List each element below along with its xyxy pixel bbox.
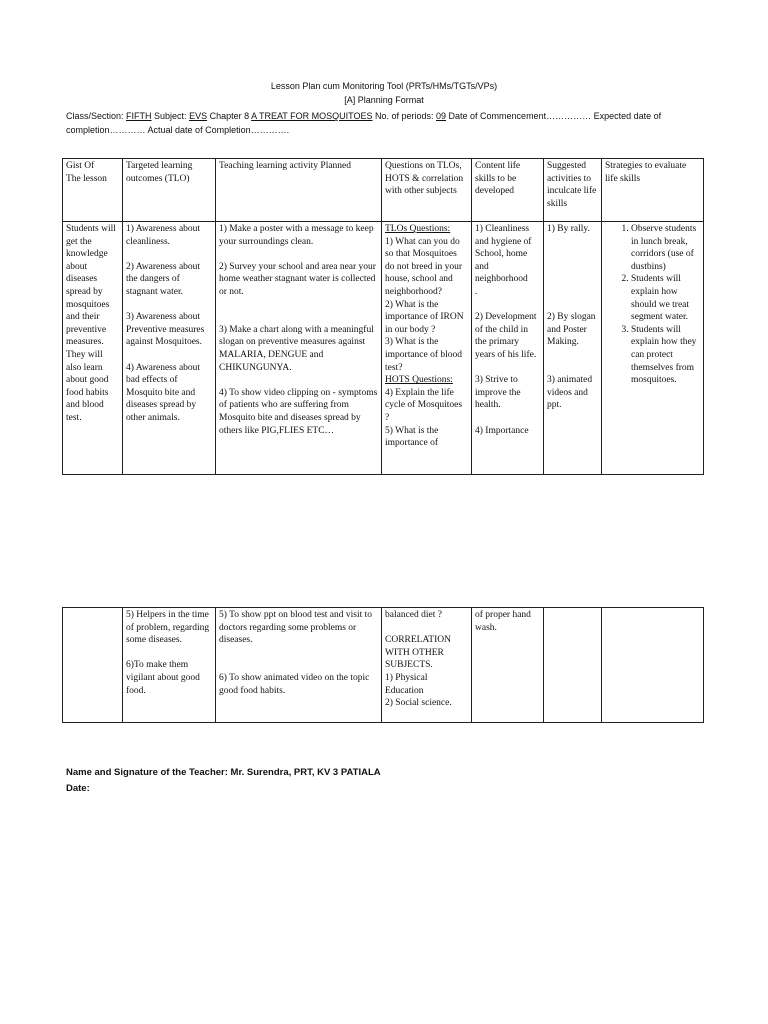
chapter-value: A TREAT FOR MOSQUITOES bbox=[251, 111, 373, 121]
header-tlo: Targeted learning outcomes (TLO) bbox=[123, 159, 216, 222]
completion-text: completion………… Actual date of Completion…………. bbox=[66, 125, 290, 135]
content-cell: of proper hand wash. bbox=[472, 608, 544, 723]
lesson-meta bbox=[66, 109, 706, 137]
gist-cell-empty bbox=[63, 608, 123, 723]
subject-label: Subject: bbox=[151, 111, 190, 121]
tlo-cell: 5) Helpers in the time of problem, regarding some diseases. 6)To make them vigilant about good food. bbox=[123, 608, 216, 723]
commencement-text: Date of Commencement…………… Expected date of bbox=[446, 111, 662, 121]
periods-label: No. of periods: bbox=[372, 111, 437, 121]
class-value: FIFTH bbox=[126, 111, 152, 121]
activities-cell: 1) Make a poster with a message to keep your surroundings clean. 2) Survey your school and area near your home weather stagnant water is collected or not. 3) Make a chart along with a meaningful slogan on preventive measures against MALARIA, DENGUE and CHIKUNGUNYA. 4) To show video clipping on - symptoms of patients who are suffering from Mosquito bite and diseases spread by others like PIG,FLIES ETC… bbox=[216, 222, 382, 475]
planning-table-continued bbox=[62, 607, 704, 723]
hots-questions-heading: HOTS Questions: bbox=[385, 375, 453, 386]
class-label: Class/Section: bbox=[66, 111, 127, 121]
table-row bbox=[63, 222, 704, 475]
strategies-list bbox=[605, 223, 700, 387]
suggested-cell-empty bbox=[544, 608, 602, 723]
teacher-signature: Name and Signature of the Teacher: Mr. Surendra, PRT, KV 3 PATIALA bbox=[66, 767, 381, 778]
header-questions: Questions on TLOs, HOTS & correlation with other subjects bbox=[382, 159, 472, 222]
strategies-cell-empty bbox=[602, 608, 704, 723]
questions-cell: balanced diet ? CORRELATION WITH OTHER SUBJECTS. 1) Physical Education 2) Social science. bbox=[382, 608, 472, 723]
subject-value: EVS bbox=[189, 111, 208, 121]
periods-value: 09 bbox=[436, 111, 447, 121]
document-subtitle: [A] Planning Format bbox=[344, 95, 424, 105]
date-label: Date: bbox=[66, 783, 90, 794]
hots-questions-text: 4) Explain the life cycle of Mosquitoes ? 5) What is the importance of bbox=[385, 387, 463, 449]
gist-cell: Students will get the knowledge about diseases spread by mosquitoes and their preventive measures. They will also learn about good food habits and blood test. bbox=[63, 222, 123, 475]
tlo-questions-text: 1) What can you do so that Mosquitoes do not breed in your house, school and neighborhood? 2) What is the importance of IRON in our body ? 3) What is the importance of blood test? bbox=[385, 236, 464, 373]
table-header-row bbox=[63, 159, 704, 222]
header-content: Content life skills to be developed bbox=[472, 159, 544, 222]
header-activity: Teaching learning activity Planned bbox=[216, 159, 382, 222]
list-item: 2. Students will explain how should we treat segment water. bbox=[631, 273, 700, 323]
tlo-questions-heading: TLOs Questions: bbox=[385, 224, 451, 234]
tlo-cell: 1) Awareness about cleanliness. 2) Awareness about the dangers of stagnant water. 3) Awareness about Preventive measures against Mosquitoes. 4) Awareness about bad effects of Mosquito bite and diseases spread by other animals. bbox=[123, 222, 216, 475]
content-cell: 1) Cleanliness and hygiene of School, home and neighborhood . 2) Development of the child in the primary years of his life. 3) Strive to improve the health. 4) Importance bbox=[472, 222, 544, 475]
activities-cell: 5) To show ppt on blood test and visit to doctors regarding some problems or diseases. 6) To show animated video on the topic good food habits. bbox=[216, 608, 382, 723]
strategies-cell bbox=[602, 222, 704, 475]
header-suggested: Suggested activities to inculcate life skills bbox=[544, 159, 602, 222]
table-row bbox=[63, 608, 704, 723]
planning-table bbox=[62, 158, 704, 475]
list-item: 3. Students will explain how they can protect themselves from mosquitoes. bbox=[631, 324, 700, 387]
suggested-cell: 1) By rally. 2) By slogan and Poster Making. 3) animated videos and ppt. bbox=[544, 222, 602, 475]
header-gist: Gist Of The lesson bbox=[63, 159, 123, 222]
document-title: Lesson Plan cum Monitoring Tool (PRTs/HMs/TGTs/VPs) bbox=[270, 81, 498, 91]
header-strategies: Strategies to evaluate life skills bbox=[602, 159, 704, 222]
chapter-label: Chapter 8 bbox=[207, 111, 252, 121]
list-item: 1. Observe students in lunch break, corridors (use of dustbins) bbox=[631, 223, 700, 273]
questions-cell bbox=[382, 222, 472, 475]
